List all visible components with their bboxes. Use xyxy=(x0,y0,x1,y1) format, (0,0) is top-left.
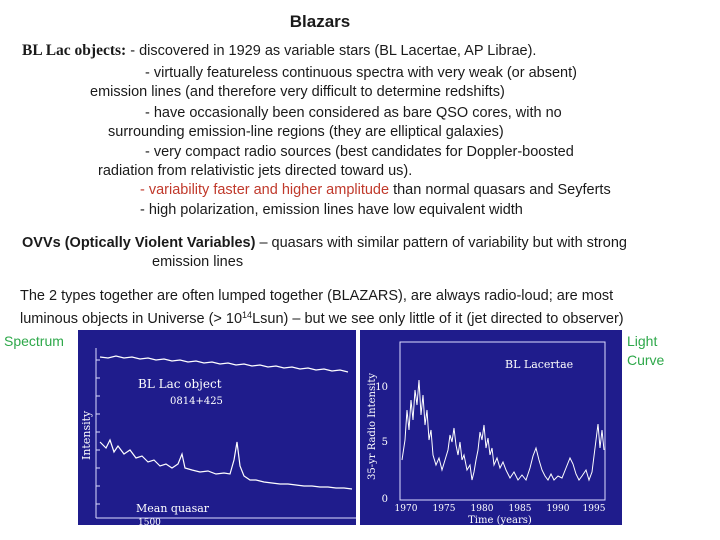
lightcurve-ytick-0: 0 xyxy=(381,494,388,505)
curve-label: Curve xyxy=(627,352,665,368)
bl-lac-line-1 xyxy=(22,42,536,60)
spectrum-ticks xyxy=(96,360,100,504)
variability-rest: than normal quasars and Seyferts xyxy=(389,182,611,198)
quasar-spectrum-line xyxy=(100,440,352,489)
ovv-line-2: emission lines xyxy=(152,254,244,270)
lightcurve-xtick-1985: 1985 xyxy=(508,504,532,514)
lightcurve-ylabel: 35-yr Radio Intensity xyxy=(367,373,378,480)
together-line-1: The 2 types together are often lumped together (BLAZARS), are always radio-loud; are most xyxy=(20,288,614,304)
lightcurve-panel xyxy=(360,330,622,525)
spectrum-ylabel: Intensity xyxy=(80,410,93,460)
lightcurve-ytick-10: 10 xyxy=(375,382,388,393)
lightcurve-xticks xyxy=(395,504,606,514)
lightcurve-xtick-1975: 1975 xyxy=(432,504,456,514)
page-title: Blazars xyxy=(289,12,351,31)
bl-lac-spectrum-line xyxy=(100,356,348,372)
ovv-text: – quasars with similar pattern of variability but with strong xyxy=(255,235,627,251)
ovv-line-1 xyxy=(22,234,627,252)
bl-lac-line-4: - have occasionally been considered as bare QSO cores, with no xyxy=(145,105,562,121)
bl-lac-line-9: - high polarization, emission lines have low equivalent width xyxy=(140,202,523,218)
spectrum-xtick: 1500 xyxy=(138,518,161,525)
bl-lac-line-6: - very compact radio sources (best candidates for Doppler-boosted xyxy=(145,144,574,160)
bl-lac-line-8 xyxy=(140,181,611,199)
bl-lac-line-7: radiation from relativistic jets directed toward us). xyxy=(98,163,413,179)
spectrum-figure xyxy=(78,330,356,525)
together-line-2 xyxy=(20,306,624,328)
lightcurve-ytick-5: 5 xyxy=(381,437,388,448)
light-label: Light xyxy=(627,333,658,349)
ovv-label: OVVs (Optically Violent Variables) xyxy=(22,235,256,251)
lightcurve-figure xyxy=(360,330,622,525)
spectrum-object1-id: 0814+425 xyxy=(170,396,223,407)
bl-lac-line-2: - virtually featureless continuous spectra with very weak (or absent) xyxy=(145,65,577,81)
bl-lac-line-3: emission lines (and therefore very difficult to determine redshifts) xyxy=(90,84,505,100)
spectrum-object1: BL Lac object xyxy=(138,377,222,391)
exponent: 14 xyxy=(242,310,253,320)
spectrum-panel xyxy=(78,330,356,525)
lightcurve-xtick-1980: 1980 xyxy=(470,504,494,514)
together-line-2b: Lsun) – but we see only little of it (jet directed to observer) xyxy=(252,311,624,327)
bl-lac-line-5: surrounding emission-line regions (they are elliptical galaxies) xyxy=(108,124,504,140)
lightcurve-xlabel: Time (years) xyxy=(468,515,532,525)
lightcurve-frame xyxy=(400,342,605,500)
lightcurve-xtick-1990: 1990 xyxy=(546,504,570,514)
lightcurve-xtick-1995: 1995 xyxy=(582,504,606,514)
spectrum-label: Spectrum xyxy=(4,333,64,349)
together-line-2a: luminous objects in Universe (> 10 xyxy=(20,311,243,327)
bl-lac-label: BL Lac objects: xyxy=(22,42,127,59)
variability-highlight: - variability faster and higher amplitude xyxy=(140,182,390,198)
lightcurve-xtick-1970: 1970 xyxy=(394,504,418,514)
spectrum-object2: Mean quasar xyxy=(136,502,210,515)
bl-lac-text: - discovered in 1929 as variable stars (BL Lacertae, AP Librae). xyxy=(130,43,537,59)
lightcurve-title: BL Lacertae xyxy=(505,358,574,371)
lightcurve-line xyxy=(402,380,604,480)
